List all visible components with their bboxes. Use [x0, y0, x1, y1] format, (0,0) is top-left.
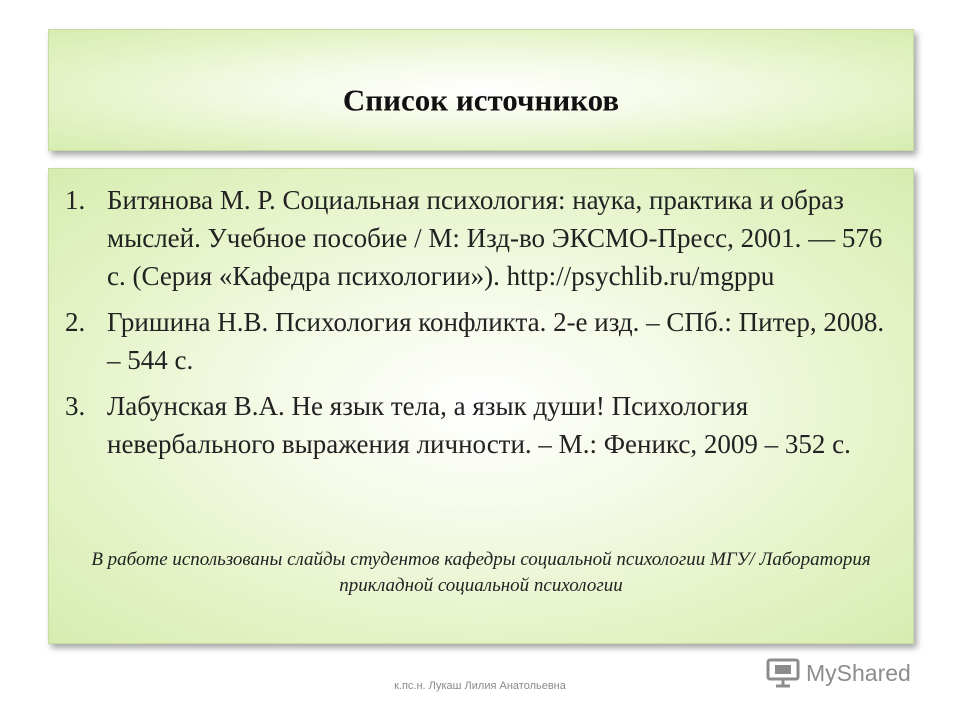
list-item-number: 2.	[65, 307, 86, 337]
sources-list	[49, 181, 913, 471]
list-item	[49, 387, 913, 463]
slide-title: Список источников	[342, 82, 620, 118]
list-item-text: Гришина Н.В. Психология конфликта. 2-е изд. – СПб.: Питер, 2008. – 544 с.	[107, 307, 885, 375]
list-item	[49, 303, 913, 379]
list-item	[49, 181, 913, 295]
watermark-logo	[766, 658, 911, 688]
presentation-board-icon	[766, 658, 800, 688]
list-item-number: 3.	[65, 391, 86, 421]
author-footer: к.пс.н. Лукаш Лилия Анатольевна	[394, 680, 566, 692]
list-item-text: Битянова М. Р. Социальная психология: наука, практика и образ мыслей. Учебное пособие / М: Изд-во ЭКСМО-Пресс, 2001. — 576 с. (Серия «Кафедра психологии»). http://psychlib.ru/mgppu	[107, 185, 883, 291]
list-item-number: 1.	[65, 185, 86, 215]
watermark-text: MyShared	[806, 659, 911, 686]
attribution-note: В работе использованы слайды студентов кафедры социальной психологии МГУ/ Лаборатория прикладной социальной психологии	[91, 549, 871, 596]
content-panel	[48, 168, 914, 644]
title-panel	[48, 29, 914, 151]
list-item-text: Лабунская В.А. Не язык тела, а язык души! Психология невербального выражения личности. – М.: Феникс, 2009 – 352 с.	[107, 391, 851, 459]
